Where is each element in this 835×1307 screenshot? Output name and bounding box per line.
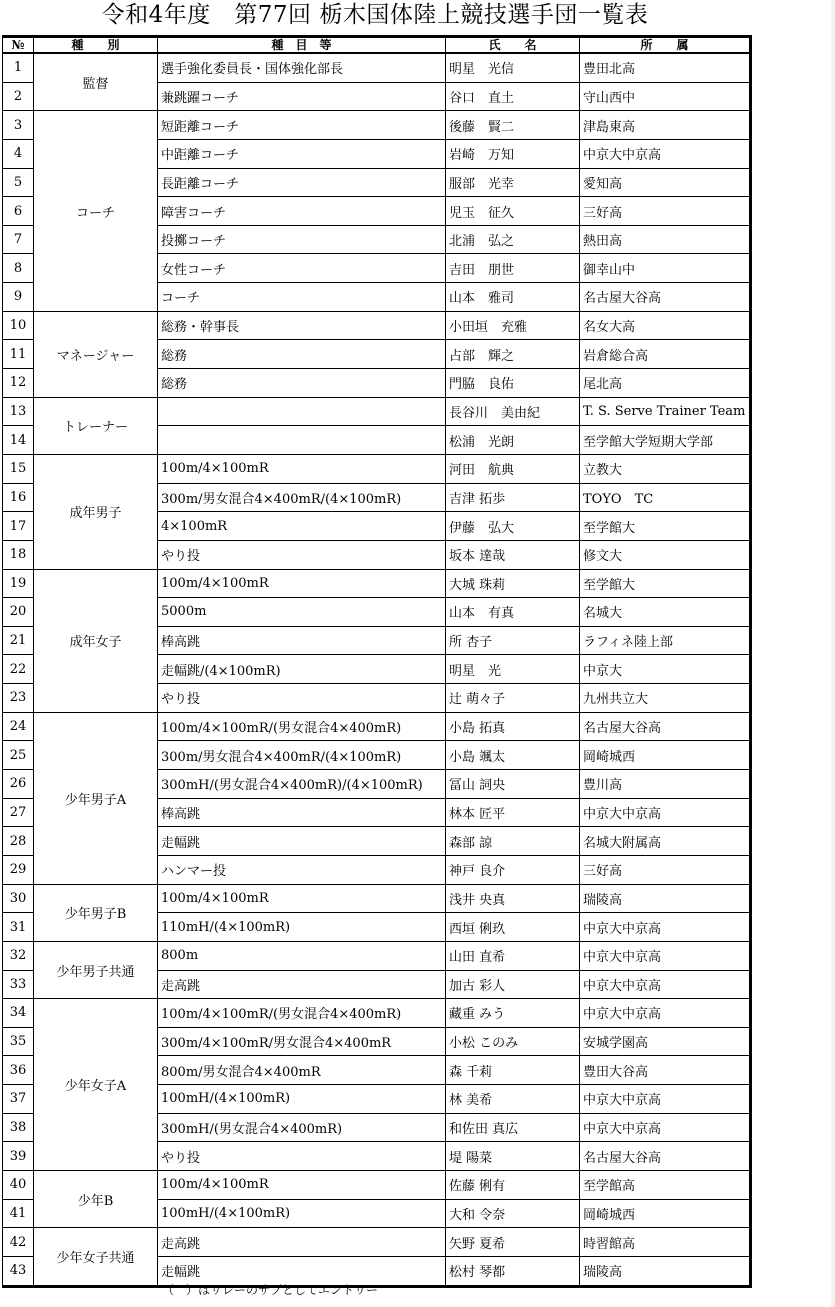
affiliation-cell: 中京大中京高	[580, 999, 751, 1028]
name-cell: 浅井 央真	[446, 884, 580, 913]
name-cell: 森部 諒	[446, 827, 580, 856]
name-cell: 坂本 達哉	[446, 540, 580, 569]
affiliation-cell: 名女大高	[580, 311, 751, 340]
row-number: 18	[3, 540, 34, 569]
row-number: 24	[3, 712, 34, 741]
event-cell: 投擲コーチ	[158, 225, 446, 254]
header-row	[3, 37, 751, 54]
name-cell: 吉田 朋世	[446, 254, 580, 283]
event-cell: 100m/4×100mR	[158, 1170, 446, 1199]
name-cell: 明星 光	[446, 655, 580, 684]
name-cell: 所 杏子	[446, 626, 580, 655]
event-cell: やり投	[158, 1142, 446, 1171]
table-row	[3, 454, 751, 483]
event-cell: 100m/4×100mR	[158, 884, 446, 913]
name-cell: 小田垣 充雅	[446, 311, 580, 340]
event-cell: 800m	[158, 941, 446, 970]
affiliation-cell: 名城大附属高	[580, 827, 751, 856]
affiliation-cell: 至学館大	[580, 569, 751, 598]
name-cell: 服部 光幸	[446, 168, 580, 197]
roster-body	[3, 53, 751, 1286]
name-cell: 矢野 夏希	[446, 1228, 580, 1257]
name-cell: 長谷川 美由紀	[446, 397, 580, 426]
event-cell: ハンマー投	[158, 855, 446, 884]
event-cell: 110mH/(4×100mR)	[158, 913, 446, 942]
affiliation-cell: 中京大中京高	[580, 941, 751, 970]
affiliation-cell: 名古屋大谷高	[580, 712, 751, 741]
row-number: 23	[3, 684, 34, 713]
name-cell: 谷口 直土	[446, 82, 580, 111]
affiliation-cell: 中京大中京高	[580, 798, 751, 827]
row-number: 12	[3, 369, 34, 398]
name-cell: 林 美希	[446, 1085, 580, 1114]
relay-note: （ ）はリレーのサブとしてエントリー	[162, 1283, 379, 1297]
name-cell: 和佐田 真広	[446, 1113, 580, 1142]
affiliation-cell: 豊川高	[580, 770, 751, 799]
affiliation-cell: 守山西中	[580, 82, 751, 111]
row-number: 39	[3, 1142, 34, 1171]
table-row	[3, 397, 751, 426]
name-cell: 後藤 賢二	[446, 111, 580, 140]
table-row	[3, 941, 751, 970]
event-cell: 300m/4×100mR/男女混合4×400mR	[158, 1027, 446, 1056]
name-cell: 岩崎 万知	[446, 139, 580, 168]
event-cell: 800m/男女混合4×400mR	[158, 1056, 446, 1085]
event-cell: やり投	[158, 540, 446, 569]
affiliation-cell: 名古屋大谷高	[580, 1142, 751, 1171]
category-cell: 少年女子A	[34, 999, 158, 1171]
header-no: №	[3, 37, 34, 54]
name-cell: 西垣 俐玖	[446, 913, 580, 942]
category-cell: 少年男子共通	[34, 941, 158, 998]
row-number: 37	[3, 1085, 34, 1114]
row-number: 35	[3, 1027, 34, 1056]
row-number: 29	[3, 855, 34, 884]
page-title: 令和4年度 第77回 栃木国体陸上競技選手団一覧表	[101, 2, 649, 28]
event-cell: 兼跳躍コーチ	[158, 82, 446, 111]
row-number: 32	[3, 941, 34, 970]
row-number: 40	[3, 1170, 34, 1199]
affiliation-cell: 中京大中京高	[580, 913, 751, 942]
event-cell: 走高跳	[158, 1228, 446, 1257]
affiliation-cell: T. S. Serve Trainer Team	[580, 397, 751, 426]
event-cell: 100m/4×100mR	[158, 569, 446, 598]
event-cell: 100m/4×100mR/(男女混合4×400mR)	[158, 999, 446, 1028]
name-cell: 占部 輝之	[446, 340, 580, 369]
header-event: 種 目 等	[158, 37, 446, 54]
event-cell: 5000m	[158, 598, 446, 627]
row-number: 1	[3, 53, 34, 82]
table-row	[3, 1170, 751, 1199]
name-cell: 大城 珠莉	[446, 569, 580, 598]
event-cell: 100m/4×100mR	[158, 454, 446, 483]
affiliation-cell: 尾北高	[580, 369, 751, 398]
event-cell: 100mH/(4×100mR)	[158, 1199, 446, 1228]
name-cell: 小島 颯太	[446, 741, 580, 770]
name-cell: 松村 琴都	[446, 1256, 580, 1286]
affiliation-cell: 岩倉総合高	[580, 340, 751, 369]
row-number: 5	[3, 168, 34, 197]
row-number: 41	[3, 1199, 34, 1228]
event-cell: コーチ	[158, 283, 446, 312]
row-number: 14	[3, 426, 34, 455]
category-cell: トレーナー	[34, 397, 158, 454]
name-cell: 小島 拓真	[446, 712, 580, 741]
event-cell: 走幅跳/(4×100mR)	[158, 655, 446, 684]
event-cell: 総務・幹事長	[158, 311, 446, 340]
affiliation-cell: ラフィネ陸上部	[580, 626, 751, 655]
row-number: 25	[3, 741, 34, 770]
table-row	[3, 999, 751, 1028]
header-affiliation: 所 属	[580, 37, 751, 54]
row-number: 26	[3, 770, 34, 799]
affiliation-cell: 至学館大学短期大学部	[580, 426, 751, 455]
name-cell: 伊藤 弘大	[446, 512, 580, 541]
name-cell: 冨山 詞央	[446, 770, 580, 799]
table-row	[3, 53, 751, 82]
affiliation-cell: 熱田高	[580, 225, 751, 254]
category-cell: 少年女子共通	[34, 1228, 158, 1286]
table-row	[3, 311, 751, 340]
row-number: 30	[3, 884, 34, 913]
category-cell: 少年B	[34, 1170, 158, 1227]
table-row	[3, 111, 751, 140]
event-cell: 障害コーチ	[158, 197, 446, 226]
affiliation-cell: 名古屋大谷高	[580, 283, 751, 312]
row-number: 19	[3, 569, 34, 598]
name-cell: 小松 このみ	[446, 1027, 580, 1056]
name-cell: 児玉 征久	[446, 197, 580, 226]
row-number: 20	[3, 598, 34, 627]
affiliation-cell: 岡崎城西	[580, 741, 751, 770]
event-cell: 走高跳	[158, 970, 446, 999]
row-number: 16	[3, 483, 34, 512]
affiliation-cell: 中京大中京高	[580, 1113, 751, 1142]
affiliation-cell: 岡崎城西	[580, 1199, 751, 1228]
affiliation-cell: 中京大中京高	[580, 970, 751, 999]
name-cell: 森 千莉	[446, 1056, 580, 1085]
row-number: 31	[3, 913, 34, 942]
row-number: 7	[3, 225, 34, 254]
name-cell: 山本 有真	[446, 598, 580, 627]
page-edge	[831, 0, 835, 1307]
category-cell: マネージャー	[34, 311, 158, 397]
name-cell: 神戸 良介	[446, 855, 580, 884]
table-row	[3, 884, 751, 913]
affiliation-cell: 豊田北高	[580, 53, 751, 82]
affiliation-cell: 愛知高	[580, 168, 751, 197]
category-cell: 成年男子	[34, 454, 158, 569]
affiliation-cell: 中京大中京高	[580, 1085, 751, 1114]
row-number: 11	[3, 340, 34, 369]
name-cell: 大和 令奈	[446, 1199, 580, 1228]
event-cell: 中距離コーチ	[158, 139, 446, 168]
roster-table	[2, 35, 752, 1288]
row-number: 36	[3, 1056, 34, 1085]
affiliation-cell: 至学館大	[580, 512, 751, 541]
header-name: 氏 名	[446, 37, 580, 54]
table-row	[3, 1228, 751, 1257]
event-cell: 100mH/(4×100mR)	[158, 1085, 446, 1114]
event-cell: 棒高跳	[158, 626, 446, 655]
row-number: 4	[3, 139, 34, 168]
name-cell: 山本 雅司	[446, 283, 580, 312]
affiliation-cell: 立教大	[580, 454, 751, 483]
name-cell: 林本 匠平	[446, 798, 580, 827]
row-number: 6	[3, 197, 34, 226]
affiliation-cell: 御幸山中	[580, 254, 751, 283]
table-row	[3, 569, 751, 598]
name-cell: 松浦 光朗	[446, 426, 580, 455]
event-cell: 100m/4×100mR/(男女混合4×400mR)	[158, 712, 446, 741]
event-cell: 4×100mR	[158, 512, 446, 541]
name-cell: 山田 直希	[446, 941, 580, 970]
event-cell: 300m/男女混合4×400mR/(4×100mR)	[158, 483, 446, 512]
row-number: 34	[3, 999, 34, 1028]
affiliation-cell: 瑞陵高	[580, 1256, 751, 1286]
row-number: 13	[3, 397, 34, 426]
name-cell: 加古 彩人	[446, 970, 580, 999]
event-cell: 総務	[158, 369, 446, 398]
affiliation-cell: 名城大	[580, 598, 751, 627]
affiliation-cell: 三好高	[580, 197, 751, 226]
row-number: 2	[3, 82, 34, 111]
event-cell	[158, 426, 446, 455]
event-cell: 300mH/(男女混合4×400mR)	[158, 1113, 446, 1142]
event-cell: 走幅跳	[158, 1256, 446, 1286]
affiliation-cell: TOYO TC	[580, 483, 751, 512]
affiliation-cell: 時習館高	[580, 1228, 751, 1257]
row-number: 3	[3, 111, 34, 140]
header-category: 種 別	[34, 37, 158, 54]
row-number: 8	[3, 254, 34, 283]
row-number: 17	[3, 512, 34, 541]
row-number: 33	[3, 970, 34, 999]
row-number: 9	[3, 283, 34, 312]
event-cell: 長距離コーチ	[158, 168, 446, 197]
affiliation-cell: 至学館高	[580, 1170, 751, 1199]
category-cell: 少年男子B	[34, 884, 158, 941]
event-cell: 短距離コーチ	[158, 111, 446, 140]
name-cell: 堤 陽菜	[446, 1142, 580, 1171]
affiliation-cell: 津島東高	[580, 111, 751, 140]
event-cell: 棒高跳	[158, 798, 446, 827]
row-number: 10	[3, 311, 34, 340]
name-cell: 佐藤 俐有	[446, 1170, 580, 1199]
event-cell: 300m/男女混合4×400mR/(4×100mR)	[158, 741, 446, 770]
name-cell: 吉津 拓歩	[446, 483, 580, 512]
affiliation-cell: 九州共立大	[580, 684, 751, 713]
event-cell	[158, 397, 446, 426]
name-cell: 辻 萌々子	[446, 684, 580, 713]
affiliation-cell: 豊田大谷高	[580, 1056, 751, 1085]
name-cell: 北浦 弘之	[446, 225, 580, 254]
category-cell: コーチ	[34, 111, 158, 311]
affiliation-cell: 修文大	[580, 540, 751, 569]
category-cell: 監督	[34, 53, 158, 111]
name-cell: 河田 航典	[446, 454, 580, 483]
category-cell: 少年男子A	[34, 712, 158, 884]
name-cell: 門脇 良佑	[446, 369, 580, 398]
row-number: 15	[3, 454, 34, 483]
event-cell: 女性コーチ	[158, 254, 446, 283]
event-cell: やり投	[158, 684, 446, 713]
affiliation-cell: 三好高	[580, 855, 751, 884]
affiliation-cell: 安城学園高	[580, 1027, 751, 1056]
row-number: 21	[3, 626, 34, 655]
affiliation-cell: 瑞陵高	[580, 884, 751, 913]
event-cell: 300mH/(男女混合4×400mR)/(4×100mR)	[158, 770, 446, 799]
affiliation-cell: 中京大中京高	[580, 139, 751, 168]
row-number: 42	[3, 1228, 34, 1257]
row-number: 28	[3, 827, 34, 856]
row-number: 27	[3, 798, 34, 827]
row-number: 43	[3, 1256, 34, 1286]
category-cell: 成年女子	[34, 569, 158, 712]
event-cell: 総務	[158, 340, 446, 369]
event-cell: 選手強化委員長・国体強化部長	[158, 53, 446, 82]
table-row	[3, 712, 751, 741]
row-number: 22	[3, 655, 34, 684]
affiliation-cell: 中京大	[580, 655, 751, 684]
event-cell: 走幅跳	[158, 827, 446, 856]
name-cell: 明星 光信	[446, 53, 580, 82]
name-cell: 藏重 みう	[446, 999, 580, 1028]
row-number: 38	[3, 1113, 34, 1142]
